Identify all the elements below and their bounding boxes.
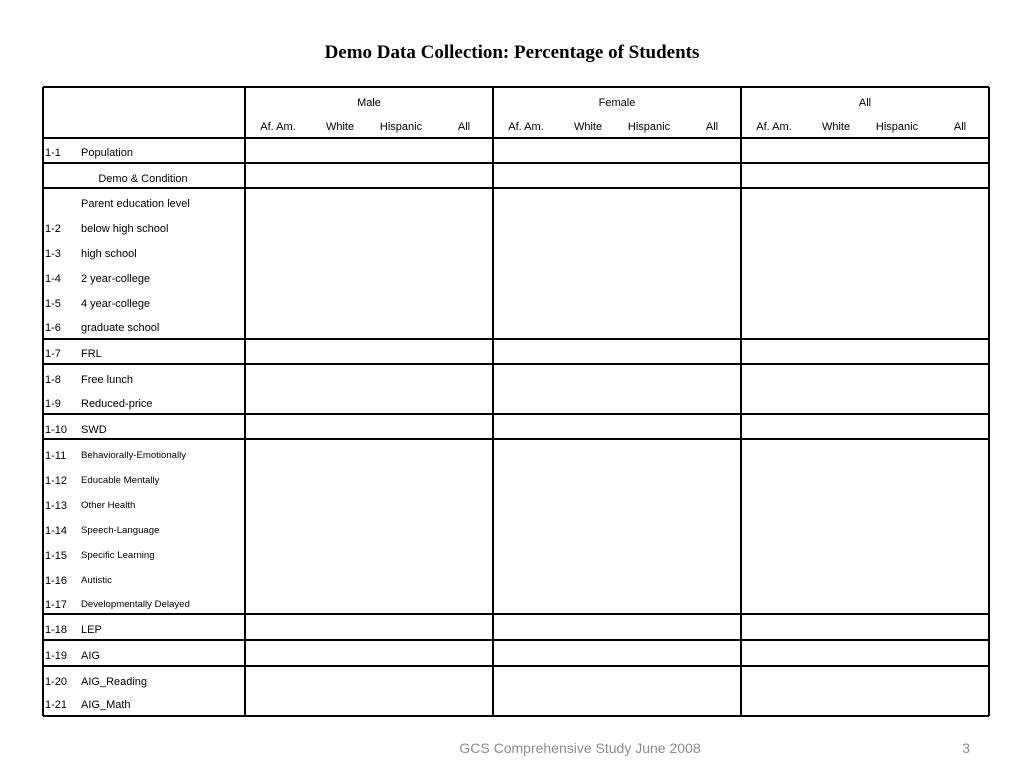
row-number: 1-14: [45, 525, 68, 537]
row-label: LEP: [81, 624, 102, 636]
row-label: Specific Learning: [81, 550, 155, 561]
row-label: Autistic: [81, 575, 112, 586]
row-number: 1-7: [45, 348, 61, 360]
column-header: Hispanic: [627, 121, 671, 133]
column-header: White: [573, 121, 603, 133]
row-label: Demo & Condition: [98, 173, 188, 185]
row-number: 1-18: [45, 624, 68, 636]
column-header: All: [705, 121, 719, 133]
row-number: 1-5: [45, 298, 61, 310]
row-number: 1-8: [45, 374, 61, 386]
row-label: Developmentally Delayed: [81, 599, 190, 610]
row-label: Reduced-price: [81, 398, 153, 410]
footer-text: GCS Comprehensive Study June 2008: [459, 740, 701, 756]
group-header: All: [858, 97, 872, 109]
row-number: 1-13: [45, 500, 68, 512]
row-label: AIG_Math: [81, 699, 131, 711]
row-label: FRL: [81, 348, 102, 360]
row-label: 2 year-college: [81, 273, 151, 285]
row-label: Population: [81, 147, 133, 159]
row-label: AIG_Reading: [81, 676, 148, 688]
column-header: White: [325, 121, 355, 133]
row-number: 1-16: [45, 575, 68, 587]
row-number: 1-3: [45, 248, 61, 260]
row-number: 1-2: [45, 223, 61, 235]
row-label: Educable Mentally: [81, 475, 160, 486]
row-number: 1-12: [45, 475, 68, 487]
row-number: 1-6: [45, 322, 61, 334]
page-title: Demo Data Collection: Percentage of Students: [324, 42, 700, 63]
row-number: 1-15: [45, 550, 68, 562]
column-header: Af. Am.: [756, 121, 792, 133]
row-label: Other Health: [81, 500, 136, 511]
row-label: Speech-Language: [81, 525, 160, 536]
column-header: Hispanic: [875, 121, 919, 133]
column-header: Af. Am.: [508, 121, 544, 133]
column-header: All: [953, 121, 967, 133]
row-number: 1-10: [45, 424, 68, 436]
row-label: below high school: [81, 223, 169, 235]
row-label: high school: [81, 248, 137, 260]
column-header: All: [457, 121, 471, 133]
column-header: White: [821, 121, 851, 133]
row-number: 1-20: [45, 676, 68, 688]
row-label: Parent education level: [81, 198, 190, 210]
row-number: 1-17: [45, 599, 68, 611]
column-header: Af. Am.: [260, 121, 296, 133]
row-label: graduate school: [81, 322, 160, 334]
row-label: Free lunch: [81, 374, 133, 386]
row-number: 1-21: [45, 699, 68, 711]
group-header: Male: [357, 97, 381, 109]
row-label: 4 year-college: [81, 298, 151, 310]
group-header: Female: [598, 97, 636, 109]
row-number: 1-9: [45, 398, 61, 410]
row-label: Behaviorally-Emotionally: [81, 450, 187, 461]
row-number: 1-1: [45, 147, 61, 159]
column-header: Hispanic: [379, 121, 423, 133]
row-number: 1-11: [45, 450, 67, 462]
row-number: 1-19: [45, 650, 68, 662]
page-number: 3: [962, 740, 970, 756]
data-collection-table: [42, 86, 990, 717]
row-number: 1-4: [45, 273, 61, 285]
row-label: AIG: [81, 650, 100, 662]
row-label: SWD: [81, 424, 107, 436]
